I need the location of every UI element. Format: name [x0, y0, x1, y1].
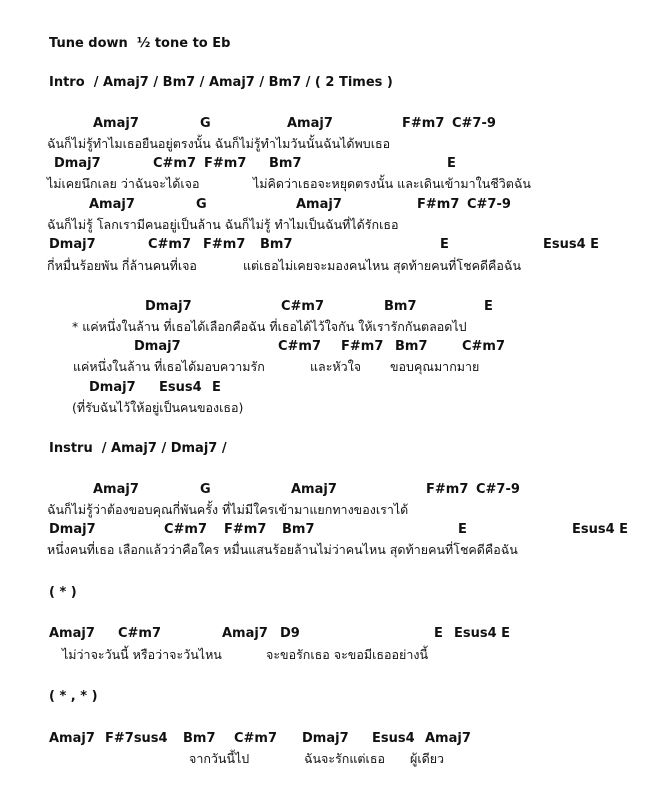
lyric: ไม่เคยนึกเลย ว่าฉันจะได้เจอ	[47, 176, 200, 191]
chord: D9	[280, 626, 300, 641]
lyric: ฉันก็ไม่รู้ โลกเรามีคนอยู่เป็นล้าน ฉันก็ไม่รู้ ทำไมเป็นฉันที่ได้รักเธอ	[47, 217, 399, 232]
lyric-line	[0, 646, 670, 666]
chord: F#m7	[417, 197, 460, 212]
chord: Amaj7	[49, 626, 95, 641]
chord: C#m7	[234, 731, 278, 746]
intro-text: Intro / Amaj7 / Bm7 / Amaj7 / Bm7 / ( 2 Times )	[49, 75, 393, 90]
repeat-line	[0, 584, 670, 604]
chord: Bm7	[183, 731, 216, 746]
lyric: หนึ่งคนที่เธอ เลือกแล้วว่าคือใคร หมื่นแสนร้อยล้านไม่ว่าคนไหน สุดท้ายคนที่โชคดีคือฉัน	[47, 542, 518, 557]
chord-line	[0, 338, 670, 358]
chord: Dmaj7	[145, 299, 192, 314]
chord: Bm7	[384, 299, 417, 314]
chord-line	[0, 481, 670, 501]
chord: F#m7	[203, 237, 246, 252]
instru-line	[0, 440, 670, 460]
lyric: ขอบคุณมากมาย	[390, 359, 480, 374]
chord: Bm7	[260, 237, 293, 252]
chord-line	[0, 115, 670, 135]
chord: Esus4 E	[454, 626, 511, 641]
lyric-line	[0, 358, 670, 378]
chord: Bm7	[395, 339, 428, 354]
lyric: ไม่ว่าจะวันนี้ หรือว่าจะวันไหน	[62, 647, 222, 662]
chord: Dmaj7	[49, 237, 96, 252]
chord: F#m7	[224, 522, 267, 537]
chord: Amaj7	[89, 197, 135, 212]
chord: E	[458, 522, 467, 537]
repeat-marker: ( * , * )	[49, 689, 98, 704]
chord: Amaj7	[93, 482, 139, 497]
chord-line	[0, 521, 670, 541]
chord: Amaj7	[425, 731, 471, 746]
lyric: จะขอรักเธอ จะขอมีเธออย่างนี้	[266, 647, 428, 662]
chord: Dmaj7	[89, 380, 136, 395]
lyric-line	[0, 135, 670, 155]
lyric-line	[0, 750, 670, 770]
chord: E	[440, 237, 449, 252]
chord: Bm7	[269, 156, 302, 171]
chord: G	[200, 116, 211, 131]
chord: Dmaj7	[134, 339, 181, 354]
chord: Amaj7	[49, 731, 95, 746]
chord: Amaj7	[222, 626, 268, 641]
lyric-line	[0, 541, 670, 561]
chord: E	[212, 380, 221, 395]
chord: C#7-9	[452, 116, 496, 131]
lyric: ฉันก็ไม่รู้ว่าต้องขอบคุณกี่พันครั้ง ที่ไม่มีใครเข้ามาแยกทางของเราได้	[47, 502, 409, 517]
lyric-line	[0, 257, 670, 277]
chord: F#m7	[341, 339, 384, 354]
chord: C#m7	[148, 237, 192, 252]
tuning-line	[0, 35, 670, 55]
chord: E	[484, 299, 493, 314]
lyric-line	[0, 501, 670, 521]
lyric: กี่หมื่นร้อยพัน กี่ล้านคนที่เจอ	[47, 258, 197, 273]
lyric: ฉันก็ไม่รู้ทำไมเธอยืนอยู่ตรงนั้น ฉันก็ไม่รู้ทำไมวันนั้นฉันได้พบเธอ	[47, 136, 391, 151]
chord-line	[0, 379, 670, 399]
lyric: ผู้เดียว	[410, 751, 445, 766]
lyric: ไม่คิดว่าเธอจะหยุดตรงนั้น และเดินเข้ามาในชีวิตฉัน	[253, 176, 531, 191]
chord: Bm7	[282, 522, 315, 537]
chord: G	[196, 197, 207, 212]
chord: C#7-9	[467, 197, 511, 212]
chord: Esus4	[372, 731, 415, 746]
chord: Esus4	[159, 380, 202, 395]
lyric-line	[0, 318, 670, 338]
chord: C#m7	[164, 522, 208, 537]
chord: G	[200, 482, 211, 497]
chord: Amaj7	[287, 116, 333, 131]
intro-line	[0, 74, 670, 94]
lyric: * แค่หนึ่งในล้าน ที่เธอได้เลือกคือฉัน ที่เธอได้ไว้ใจกัน ให้เรารักกันตลอดไป	[72, 319, 467, 334]
chord: F#m7	[204, 156, 247, 171]
chord: F#m7	[426, 482, 469, 497]
chord: C#m7	[153, 156, 197, 171]
chord-line	[0, 196, 670, 216]
chord: C#m7	[462, 339, 506, 354]
chord: Dmaj7	[302, 731, 349, 746]
chord: C#m7	[278, 339, 322, 354]
repeat-line	[0, 688, 670, 708]
lyric: (ที่รับฉันไว้ให้อยู่เป็นคนของเธอ)	[72, 400, 244, 415]
lyric-line	[0, 216, 670, 236]
chord-line	[0, 155, 670, 175]
chord-line	[0, 625, 670, 645]
chord: E	[447, 156, 456, 171]
chord: Amaj7	[291, 482, 337, 497]
lyric: และหัวใจ	[310, 359, 362, 374]
lyric: แค่หนึ่งในล้าน ที่เธอได้มอบความรัก	[73, 359, 265, 374]
lyric: ฉันจะรักแต่เธอ	[304, 751, 385, 766]
chord: Esus4 E	[572, 522, 629, 537]
lyric: จากวันนี้ไป	[189, 751, 250, 766]
tuning-text: Tune down ½ tone to Eb	[49, 36, 231, 51]
repeat-marker: ( * )	[49, 585, 77, 600]
chord: Amaj7	[93, 116, 139, 131]
chord: Esus4 E	[543, 237, 600, 252]
chord: C#7-9	[476, 482, 520, 497]
chord: Dmaj7	[49, 522, 96, 537]
lyric-line	[0, 399, 670, 419]
lyric: แต่เธอไม่เคยจะมองคนไหน สุดท้ายคนที่โชคดีคือฉัน	[243, 258, 521, 273]
chord: F#m7	[402, 116, 445, 131]
chord: E	[434, 626, 443, 641]
chord: Amaj7	[296, 197, 342, 212]
chord: Dmaj7	[54, 156, 101, 171]
chord-line	[0, 236, 670, 256]
lyric-line	[0, 175, 670, 195]
chord-line	[0, 730, 670, 750]
instru-text: Instru / Amaj7 / Dmaj7 /	[49, 441, 227, 456]
chord: C#m7	[118, 626, 162, 641]
chord: C#m7	[281, 299, 325, 314]
chord-line	[0, 298, 670, 318]
chord: F#7sus4	[105, 731, 168, 746]
